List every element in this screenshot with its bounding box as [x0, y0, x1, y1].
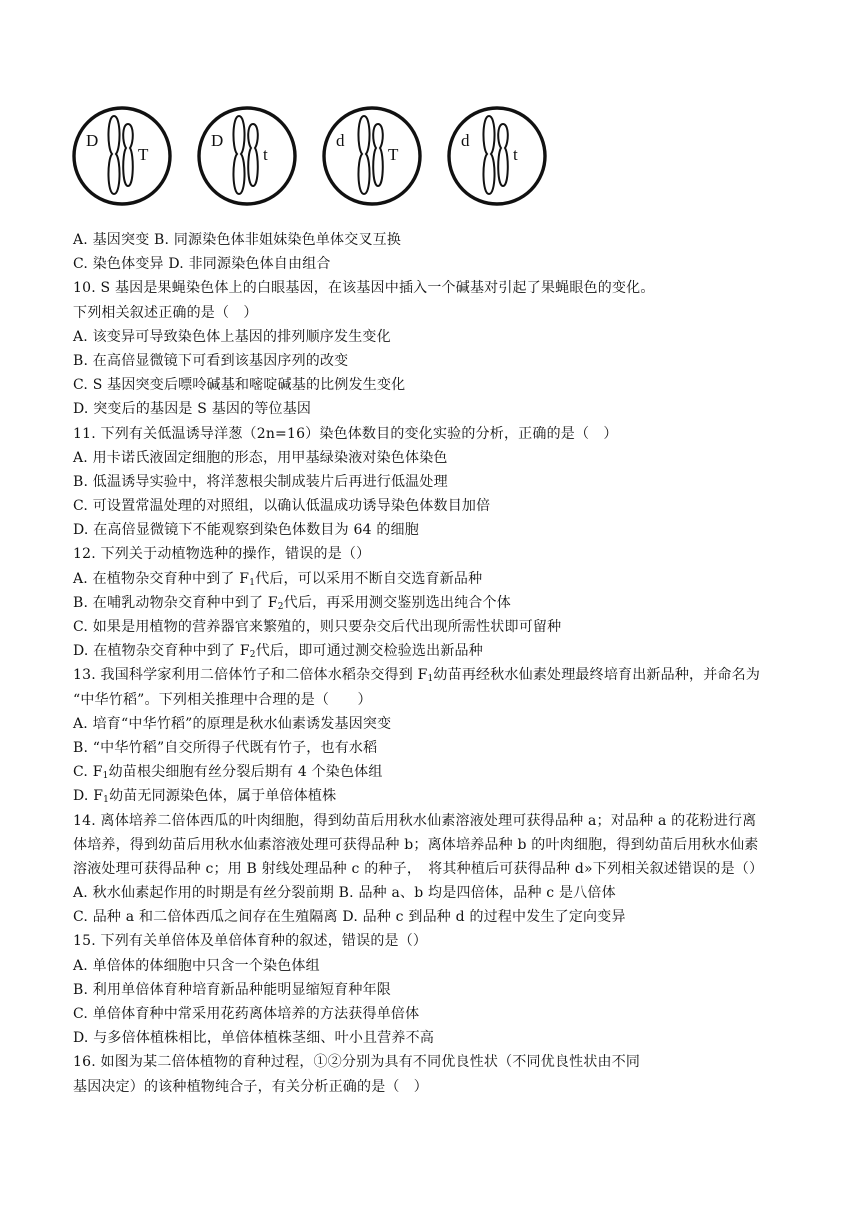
text-run: C. 单倍体育种中常采用花药离体培养的方法获得单倍体	[73, 1006, 420, 1022]
text-run: A. 该变异可导致染色体上基因的排列顺序发生变化	[73, 328, 391, 345]
subscript: 1	[249, 577, 256, 588]
text-line	[73, 228, 803, 252]
text-line	[73, 494, 803, 518]
chromosome-long	[483, 116, 494, 194]
text-line	[73, 252, 803, 276]
allele-label-left: D	[211, 131, 224, 150]
chromosome-long	[233, 116, 244, 194]
text-line	[73, 688, 803, 712]
text-run: C. 如果是用植物的营养器官来繁殖的，则只要杂交后代出现所需性状即可留种	[73, 619, 562, 635]
cell-svg	[195, 104, 299, 208]
text-line	[73, 518, 803, 542]
text-line	[73, 591, 803, 615]
text-line	[73, 857, 803, 881]
text-run: D. 在植物杂交育种中到了 F	[73, 643, 250, 660]
text-run: B. 在哺乳动物杂交育种中到了 F	[73, 594, 278, 611]
text-line	[73, 712, 803, 736]
text-run: B. “中华竹稻”自交所得子代既有竹子，也有水稻	[73, 739, 378, 756]
subscript: 2	[249, 650, 256, 661]
chromosome-figure	[70, 104, 550, 214]
text-line	[73, 325, 803, 349]
allele-label-left: D	[86, 131, 99, 150]
cell-diagram-1	[70, 104, 174, 208]
question-text	[73, 228, 803, 1099]
cell-diagram-3	[320, 104, 424, 208]
text-run: 体培养，得到幼苗后用秋水仙素溶液处理可获得品种 b；离体培养品种 b 的叶肉细胞，得到幼苗后用秋水仙素	[73, 836, 759, 853]
allele-label-left: d	[336, 131, 345, 150]
text-run: “中华竹稻”。下列相关推理中合理的是（ ）	[73, 691, 372, 708]
cell-diagram-4	[445, 104, 549, 208]
text-run: D. 与多倍体植株相比，单倍体植株茎细、叶小且营养不高	[73, 1030, 435, 1047]
text-line	[73, 1026, 803, 1050]
text-run: 幼苗再经秋水仙素处理最终培育出新品种，并命名为	[433, 667, 761, 684]
text-line	[73, 736, 803, 760]
allele-label-right: T	[388, 145, 399, 164]
text-line	[73, 905, 803, 929]
text-line	[73, 422, 803, 446]
chromosome-short	[123, 124, 133, 186]
chromosome-long	[358, 116, 369, 194]
allele-label-left: d	[461, 131, 470, 150]
text-line	[73, 954, 803, 978]
cell-outline	[199, 108, 295, 204]
text-run: D. 突变后的基因是 S 基因的等位基因	[73, 401, 312, 418]
text-run: A. 在植物杂交育种中到了 F	[73, 570, 250, 587]
text-run: 基因决定）的该种植物纯合子，有关分析正确的是（ ）	[73, 1078, 428, 1095]
cell-svg	[320, 104, 424, 208]
text-run: C. 品种 a 和二倍体西瓜之间存在生殖隔离 D. 品种 c 到品种 d 的过程中发生了定向变异	[73, 909, 626, 926]
cell-outline	[449, 108, 545, 204]
text-line	[73, 542, 803, 566]
text-run: 10. S 基因是果蝇染色体上的白眼基因，在该基因中插入一个碱基对引起了果蝇眼色的变化。	[73, 280, 655, 297]
text-line	[73, 567, 803, 591]
text-line	[73, 784, 803, 808]
subscript: 2	[277, 601, 284, 612]
text-line	[73, 809, 803, 833]
cell-svg	[70, 104, 174, 208]
cell-outline	[324, 108, 420, 204]
text-line	[73, 301, 803, 325]
text-run: A. 用卡诺氏液固定细胞的形态，用甲基绿染液对染色体染色	[73, 449, 448, 466]
text-run: 12. 下列关于动植物选种的操作，错误的是（）	[73, 546, 371, 563]
text-run: A. 秋水仙素起作用的时期是有丝分裂前期 B. 品种 a、b 均是四倍体，品种 c 是八倍体	[73, 885, 616, 902]
cell-outline	[74, 108, 170, 204]
text-run: 幼苗根尖细胞有丝分裂后期有 4 个染色体组	[108, 764, 383, 781]
text-line	[73, 397, 803, 421]
text-run: 代后，可以采用不断自交选育新品种	[255, 570, 483, 587]
text-line	[73, 1050, 803, 1074]
text-run: 13. 我国科学家利用二倍体竹子和二倍体水稻杂交得到 F	[73, 667, 428, 684]
text-run: A. 单倍体的体细胞中只含一个染色体组	[73, 957, 320, 974]
text-run: 幼苗无同源染色体，属于单倍体植株	[109, 788, 337, 805]
text-line	[73, 1002, 803, 1026]
text-run: 15. 下列有关单倍体及单倍体育种的叙述，错误的是（）	[73, 933, 428, 950]
text-line	[73, 881, 803, 905]
allele-label-right: T	[138, 145, 149, 164]
text-line	[73, 760, 803, 784]
text-line	[73, 929, 803, 953]
text-run: A. 基因突变 B. 同源染色体非姐妹染色单体交叉互换	[73, 232, 402, 248]
text-line	[73, 446, 803, 470]
cell-diagram-2	[195, 104, 299, 208]
text-run: D. 在高倍显微镜下不能观察到染色体数目为 64 的细胞	[73, 522, 419, 539]
text-run: B. 利用单倍体育种培育新品种能明显缩短育种年限	[73, 981, 391, 998]
text-run: 11. 下列有关低温诱导洋葱（2n=16）染色体数目的变化实验的分析，正确的是（ ）	[73, 425, 618, 442]
text-line	[73, 349, 803, 373]
cell-svg	[445, 104, 549, 208]
text-line	[73, 470, 803, 494]
text-run: C. 可设置常温处理的对照组，以确认低温成功诱导染色体数目加倍	[73, 498, 491, 515]
text-line	[73, 833, 803, 857]
subscript: 1	[102, 771, 109, 782]
text-line	[73, 978, 803, 1002]
text-line	[73, 615, 803, 639]
text-run: 溶液处理可获得品种 c；用 B 射线处理品种 c 的种子， 将其种植后可获得品种 d»下列相关叙述错误的是（）	[73, 860, 764, 877]
text-line	[73, 1075, 803, 1099]
text-run: 14. 离体培养二倍体西瓜的叶肉细胞，得到幼苗后用秋水仙素溶液处理可获得品种 a；对品种 a 的花粉进行离	[73, 812, 757, 829]
subscript: 1	[427, 674, 434, 685]
text-run: A. 培育“中华竹稻”的原理是秋水仙素诱发基因突变	[73, 715, 392, 732]
text-run: C. S 基因突变后嘌呤碱基和嘧啶碱基的比例发生变化	[73, 377, 406, 394]
text-run: B. 低温诱导实验中，将洋葱根尖制成装片后再进行低温处理	[73, 473, 448, 490]
subscript: 1	[103, 795, 110, 806]
chromosome-short	[248, 124, 258, 186]
text-line	[73, 639, 803, 663]
text-line	[73, 663, 803, 687]
chromosome-long	[108, 116, 119, 194]
allele-label-right: t	[263, 145, 268, 164]
text-run: 下列相关叙述正确的是（ ）	[73, 304, 258, 321]
text-run: C. F	[73, 764, 103, 781]
text-run: C. 染色体变异 D. 非同源染色体自由组合	[73, 256, 331, 273]
text-line	[73, 276, 803, 300]
allele-label-right: t	[513, 145, 518, 164]
text-run: 16. 如图为某二倍体植物的育种过程，①②分别为具有不同优良性状（不同优良性状由不同	[73, 1054, 641, 1071]
chromosome-short	[373, 124, 383, 186]
text-run: B. 在高倍显微镜下可看到该基因序列的改变	[73, 352, 349, 369]
chromosome-short	[498, 124, 508, 186]
text-run: 代后，即可通过测交检验选出新品种	[255, 643, 483, 660]
text-line	[73, 373, 803, 397]
text-run: D. F	[73, 788, 104, 805]
text-run: 代后，再采用测交鉴别选出纯合个体	[283, 594, 511, 611]
